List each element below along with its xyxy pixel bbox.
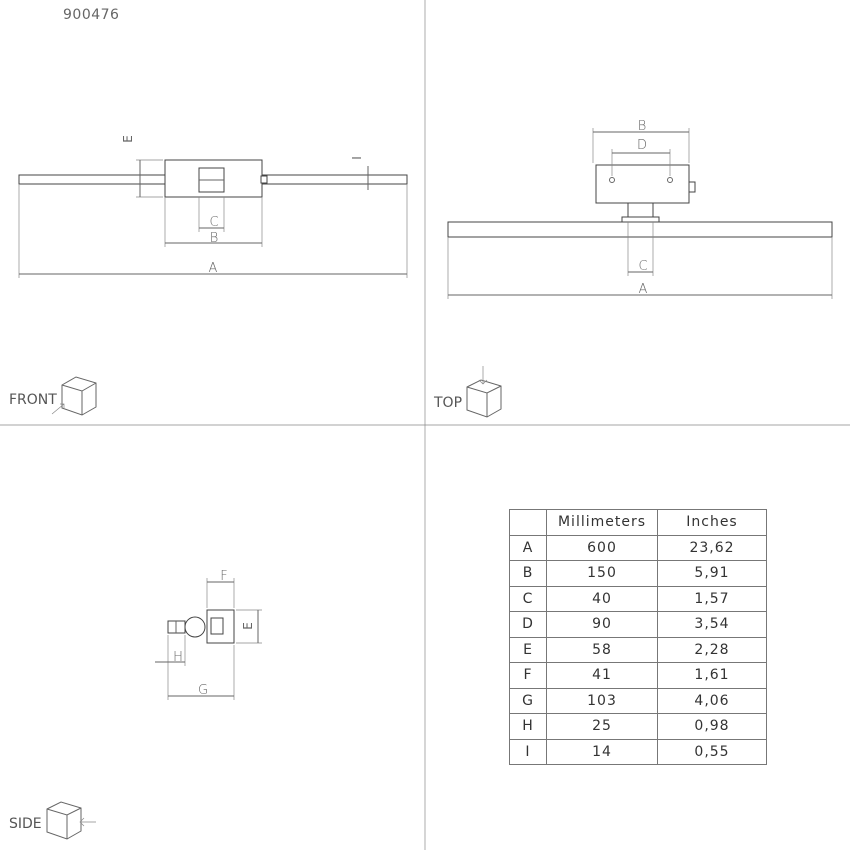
top-dim-a: A <box>638 282 648 297</box>
table-cell: 58 <box>547 637 658 663</box>
front-dim-a: A <box>208 261 218 276</box>
table-cell: 1,61 <box>658 663 767 689</box>
top-view <box>433 119 832 417</box>
table-cell: C <box>510 586 547 612</box>
table-cell: D <box>510 612 547 638</box>
table-cell: 1,57 <box>658 586 767 612</box>
table-cell: 90 <box>547 612 658 638</box>
top-bar <box>448 222 832 237</box>
table-cell: 14 <box>547 739 658 765</box>
table-cell: H <box>510 714 547 740</box>
table-row <box>510 586 767 612</box>
front-view <box>9 135 407 415</box>
top-arm-base <box>622 217 659 222</box>
table-cell: 41 <box>547 663 658 689</box>
side-dim-g: G <box>197 683 209 698</box>
table-header-row <box>510 510 767 536</box>
top-cube-icon <box>467 366 501 417</box>
table-cell: 600 <box>547 535 658 561</box>
table-cell: 103 <box>547 688 658 714</box>
dimension-table <box>509 509 767 765</box>
table-cell: 3,54 <box>658 612 767 638</box>
table-cell: B <box>510 561 547 587</box>
table-cell: 0,55 <box>658 739 767 765</box>
table-header-cell: Millimeters <box>547 510 658 536</box>
side-dim-e: E <box>241 622 255 630</box>
side-dim-f: F <box>220 569 228 584</box>
table-cell: I <box>510 739 547 765</box>
front-cube-icon <box>52 377 96 415</box>
top-mount-box <box>596 165 689 203</box>
top-dim-d: D <box>636 138 648 153</box>
table-row <box>510 612 767 638</box>
table-cell: 2,28 <box>658 637 767 663</box>
front-view-label: FRONT <box>9 392 57 408</box>
product-code: 900476 <box>63 7 120 23</box>
table-row <box>510 535 767 561</box>
top-dim-c: C <box>638 259 648 274</box>
front-switch <box>261 176 267 183</box>
table-cell: F <box>510 663 547 689</box>
top-switch <box>689 182 695 192</box>
table-row <box>510 637 767 663</box>
front-dim-i: I <box>350 156 364 160</box>
table-row <box>510 561 767 587</box>
side-dim-h: H <box>173 650 183 665</box>
table-row <box>510 714 767 740</box>
table-cell: E <box>510 637 547 663</box>
front-dim-b: B <box>209 231 219 246</box>
side-cube-icon <box>47 802 96 839</box>
front-dim-c: C <box>209 215 219 230</box>
table-header-cell <box>510 510 547 536</box>
side-view-label: SIDE <box>9 816 42 832</box>
top-dim-b: B <box>637 119 647 134</box>
table-cell: 150 <box>547 561 658 587</box>
table-row <box>510 688 767 714</box>
table-cell: 23,62 <box>658 535 767 561</box>
table-header-cell: Inches <box>658 510 767 536</box>
table-cell: A <box>510 535 547 561</box>
side-switch <box>211 618 223 634</box>
top-view-label: TOP <box>434 395 463 411</box>
table-cell: 40 <box>547 586 658 612</box>
table-row <box>510 739 767 765</box>
side-joint <box>185 617 205 637</box>
table-cell: 25 <box>547 714 658 740</box>
side-view <box>9 569 262 839</box>
table-row <box>510 663 767 689</box>
table-cell: 4,06 <box>658 688 767 714</box>
table-cell: 5,91 <box>658 561 767 587</box>
table-cell: G <box>510 688 547 714</box>
front-dim-e: E <box>121 135 135 143</box>
table-cell: 0,98 <box>658 714 767 740</box>
